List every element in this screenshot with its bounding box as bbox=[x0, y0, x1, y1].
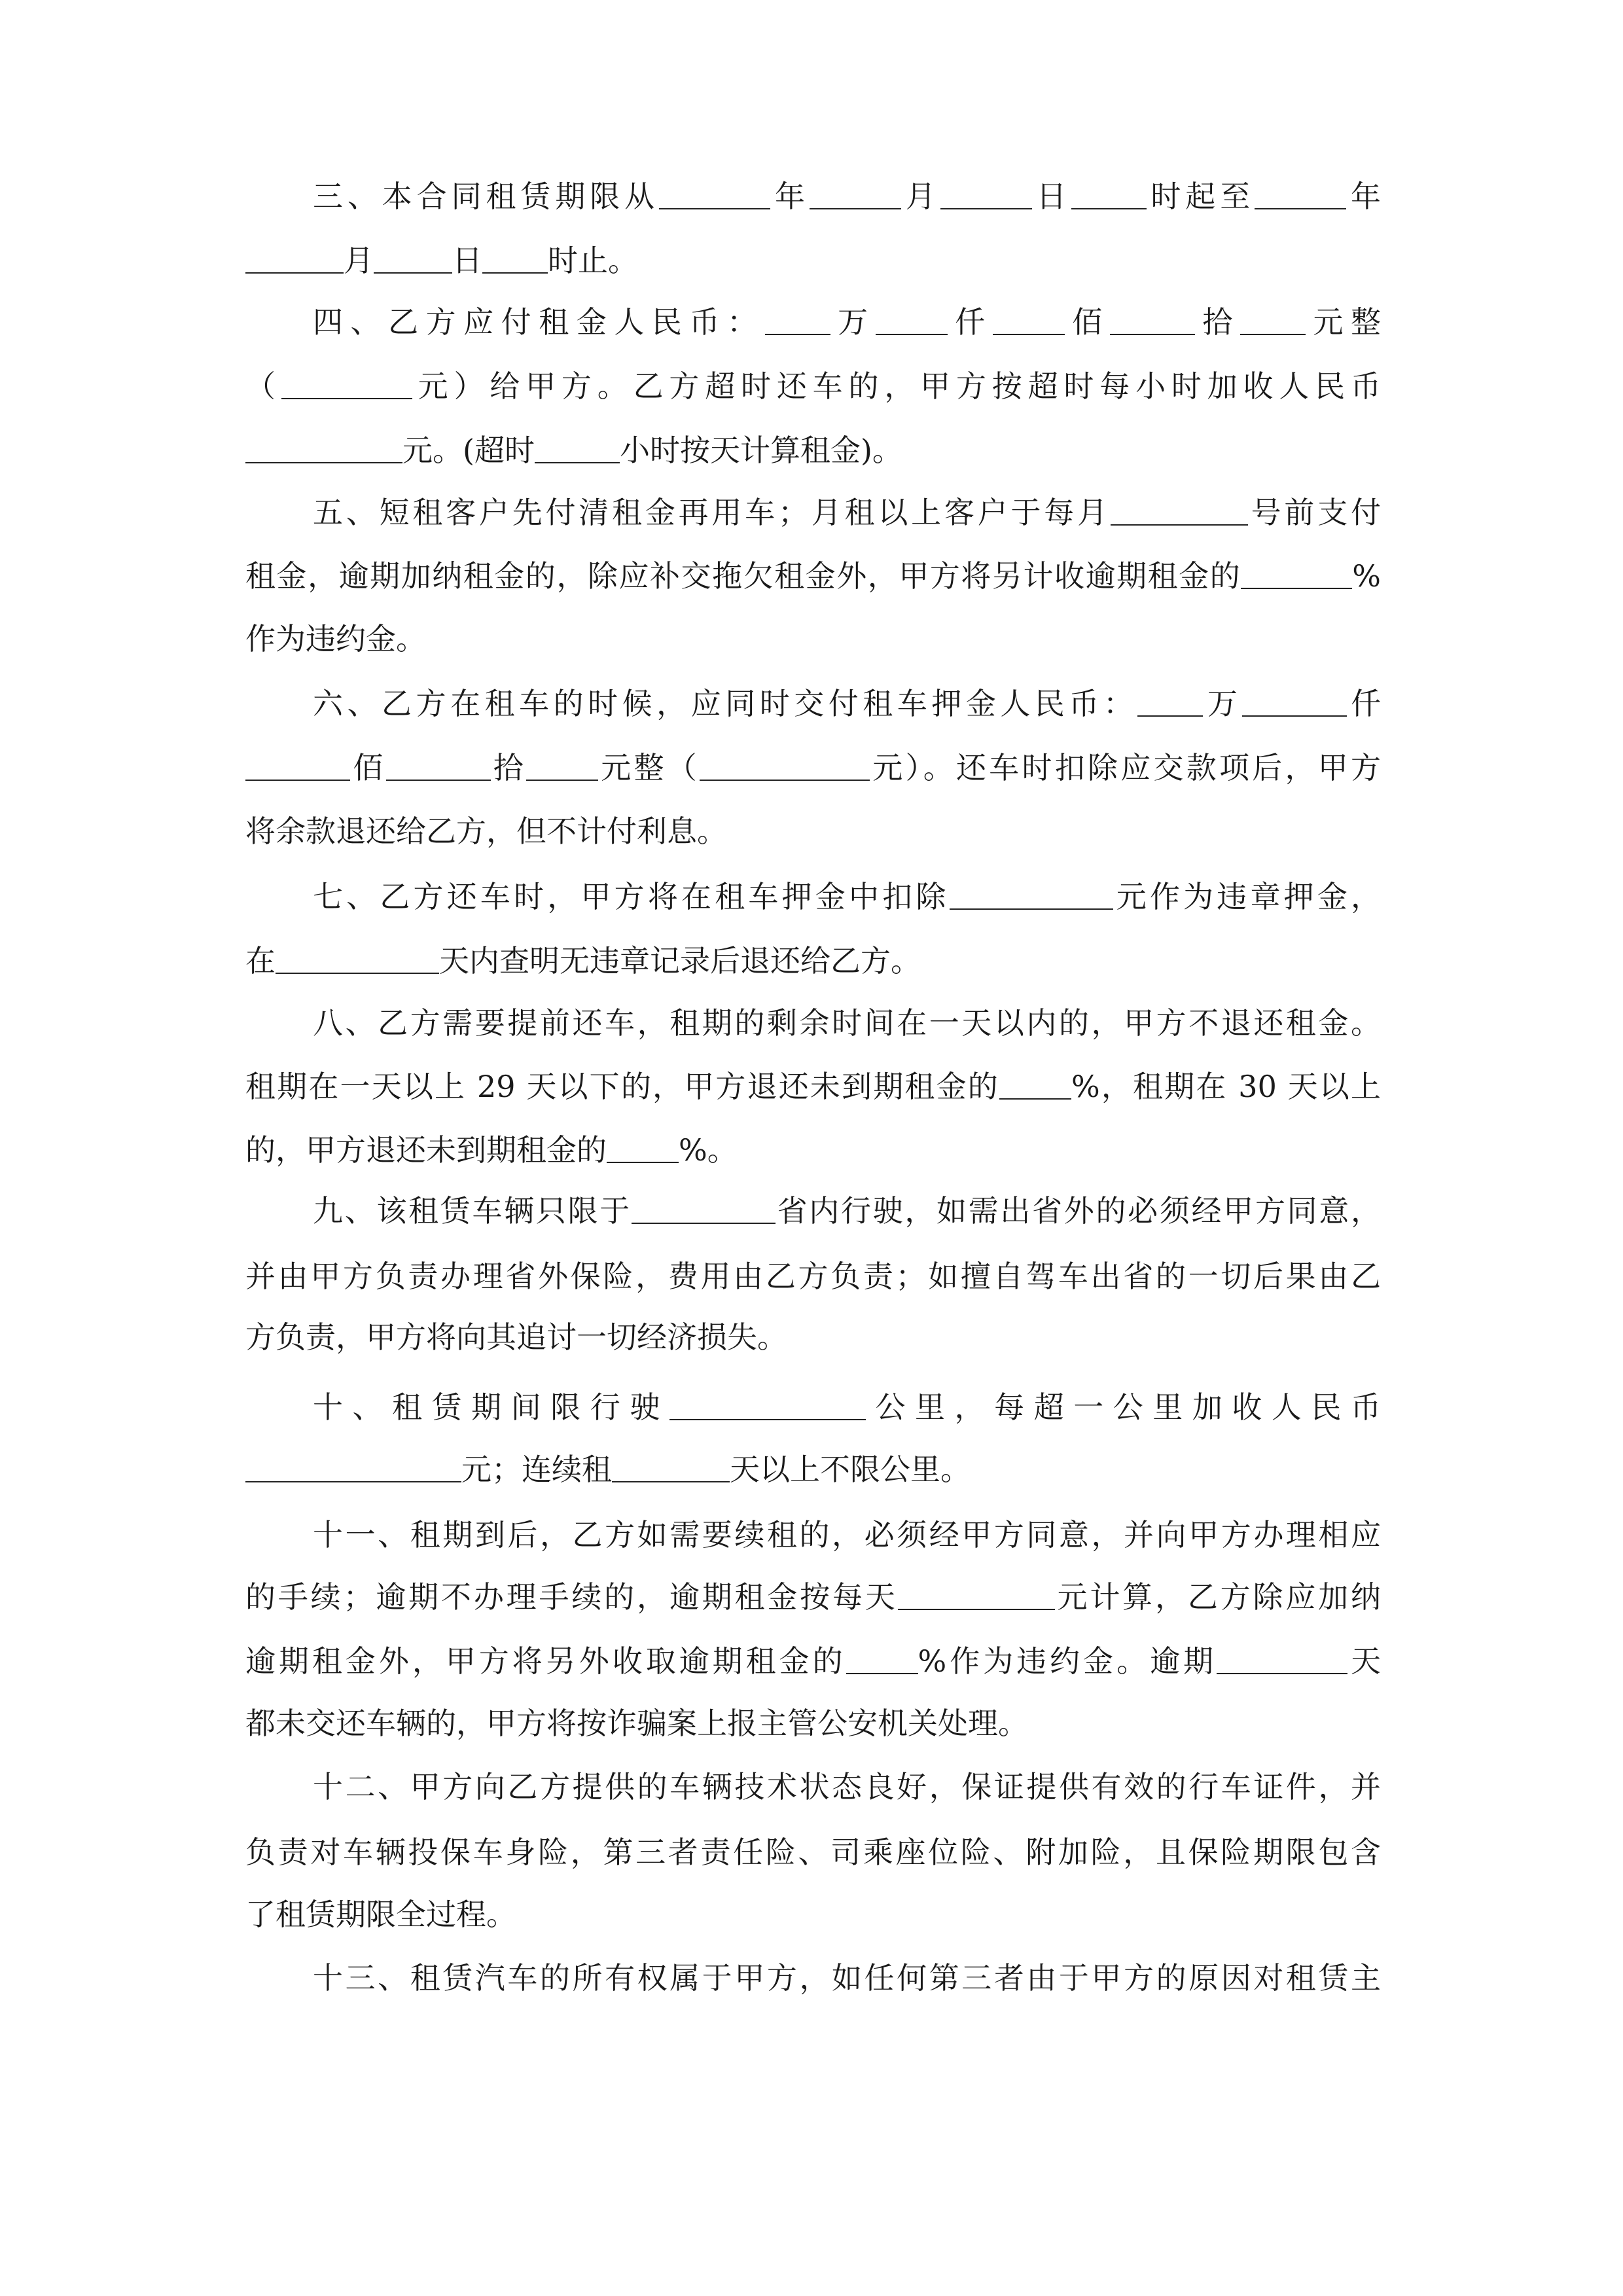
text-line bbox=[313, 1502, 1381, 1568]
text-segment: 日 bbox=[452, 243, 482, 278]
fill-in-blank[interactable] bbox=[940, 181, 1032, 209]
text-segment: 元整 bbox=[1305, 304, 1382, 340]
text-segment: 拾 bbox=[1194, 304, 1240, 340]
text-segment: 十、租赁期间限行驶 bbox=[313, 1390, 669, 1425]
text-segment: 时起至 bbox=[1146, 179, 1255, 214]
text-segment: 租金，逾期加纳租金的，除应补交拖欠租金外，甲方将另计收逾期租金的 bbox=[245, 558, 1241, 594]
text-line bbox=[245, 1628, 1381, 1694]
fill-in-blank[interactable] bbox=[632, 1195, 776, 1224]
text-segment: 三、本合同租赁期限从 bbox=[313, 179, 660, 214]
text-segment: 元。(超时 bbox=[402, 433, 535, 468]
text-segment: （ bbox=[245, 368, 281, 404]
text-line bbox=[313, 671, 1381, 736]
fill-in-blank[interactable] bbox=[1240, 306, 1306, 335]
text-line bbox=[245, 228, 1381, 293]
fill-in-blank[interactable] bbox=[245, 245, 344, 274]
text-segment: 逾期租金外，甲方将另外收取逾期租金的 bbox=[245, 1643, 846, 1679]
text-segment: 佰 bbox=[350, 750, 386, 785]
fill-in-blank[interactable] bbox=[374, 245, 452, 274]
text-segment: 七、乙方还车时，甲方将在租车押金中扣除 bbox=[313, 879, 950, 914]
text-segment: 在 bbox=[245, 943, 276, 978]
text-line bbox=[245, 1437, 1381, 1502]
fill-in-blank[interactable] bbox=[276, 945, 439, 974]
text-segment: 作为违约金。 bbox=[245, 621, 426, 656]
fill-in-blank[interactable] bbox=[1137, 688, 1203, 717]
text-line bbox=[313, 1178, 1381, 1244]
text-segment: 元）。还车时扣除应交款项后，甲方 bbox=[870, 750, 1381, 785]
text-line bbox=[245, 1820, 1381, 1885]
text-segment: 的，甲方退还未到期租金的 bbox=[245, 1132, 607, 1168]
text-segment: 元整（ bbox=[598, 750, 700, 785]
fill-in-blank[interactable] bbox=[876, 306, 948, 335]
fill-in-blank[interactable] bbox=[1110, 306, 1195, 335]
fill-in-blank[interactable] bbox=[1241, 560, 1352, 589]
text-segment: %，租期在 30 天以上 bbox=[1071, 1069, 1381, 1104]
text-segment: 十二、甲方向乙方提供的车辆技术状态良好，保证提供有效的行车证件，并 bbox=[313, 1769, 1381, 1804]
text-segment: 元）给甲方。乙方超时还车的，甲方按超时每小时加收人民币 bbox=[412, 368, 1382, 404]
text-segment: 天内查明无违章记录后退还给乙方。 bbox=[439, 943, 921, 978]
fill-in-blank[interactable] bbox=[1255, 181, 1346, 209]
fill-in-blank[interactable] bbox=[386, 752, 491, 781]
text-segment: %作为违约金。逾期 bbox=[918, 1643, 1217, 1679]
text-line bbox=[313, 864, 1381, 929]
text-line bbox=[313, 289, 1381, 355]
text-segment: 元；连续租 bbox=[461, 1452, 612, 1487]
text-segment: 公里，每超一公里加收人民币 bbox=[865, 1390, 1382, 1425]
text-line bbox=[245, 1691, 1381, 1756]
text-segment: 八、乙方需要提前还车，租期的剩余时间在一天以内的，甲方不退还租金。 bbox=[313, 1005, 1381, 1041]
text-line bbox=[245, 1564, 1381, 1630]
text-line bbox=[245, 928, 1381, 994]
text-segment: 四、乙方应付租金人民币： bbox=[313, 304, 765, 340]
fill-in-blank[interactable] bbox=[612, 1454, 730, 1482]
text-line bbox=[313, 1374, 1381, 1440]
text-segment: 仟 bbox=[1346, 686, 1382, 721]
fill-in-blank[interactable] bbox=[999, 1071, 1071, 1100]
text-segment: 元作为违章押金， bbox=[1113, 879, 1382, 914]
fill-in-blank[interactable] bbox=[482, 245, 548, 274]
text-segment: 十一、租期到后，乙方如需要续租的，必须经甲方同意，并向甲方办理相应 bbox=[313, 1517, 1381, 1552]
text-segment: 年 bbox=[1346, 179, 1382, 214]
text-line bbox=[313, 1945, 1381, 2011]
text-line bbox=[245, 1882, 1381, 1947]
fill-in-blank[interactable] bbox=[245, 752, 350, 781]
text-segment: 六、乙方在租车的时候，应同时交付租车押金人民币： bbox=[313, 686, 1138, 721]
text-segment: 天 bbox=[1347, 1643, 1382, 1679]
text-line bbox=[245, 353, 1381, 419]
text-segment: 负责对车辆投保车身险，第三者责任险、司乘座位险、附加险，且保险期限包含 bbox=[245, 1835, 1381, 1870]
fill-in-blank[interactable] bbox=[846, 1645, 918, 1674]
text-segment: 日 bbox=[1031, 179, 1071, 214]
text-segment: 拾 bbox=[490, 750, 526, 785]
text-segment: 将余款退还给乙方，但不计付利息。 bbox=[245, 814, 727, 849]
fill-in-blank[interactable] bbox=[659, 181, 770, 209]
fill-in-blank[interactable] bbox=[1071, 181, 1147, 209]
text-line bbox=[245, 1117, 1381, 1183]
text-segment: 佰 bbox=[1064, 304, 1110, 340]
text-segment: 号前支付 bbox=[1247, 495, 1382, 530]
fill-in-blank[interactable] bbox=[765, 306, 830, 335]
text-line bbox=[245, 606, 1381, 672]
text-segment: 月 bbox=[344, 243, 374, 278]
text-line bbox=[245, 543, 1381, 609]
fill-in-blank[interactable] bbox=[700, 752, 870, 781]
text-segment: 月 bbox=[901, 179, 940, 214]
text-segment: %。 bbox=[679, 1132, 738, 1168]
text-segment: 时止。 bbox=[548, 243, 638, 278]
text-line bbox=[313, 990, 1381, 1056]
fill-in-blank[interactable] bbox=[898, 1581, 1055, 1610]
fill-in-blank[interactable] bbox=[1217, 1645, 1347, 1674]
text-segment: 方负责，甲方将向其追讨一切经济损失。 bbox=[245, 1319, 787, 1355]
text-line bbox=[313, 480, 1381, 545]
text-line bbox=[245, 418, 1381, 483]
fill-in-blank[interactable] bbox=[535, 435, 620, 463]
text-line bbox=[245, 798, 1381, 864]
text-segment: 仟 bbox=[947, 304, 993, 340]
fill-in-blank[interactable] bbox=[810, 181, 901, 209]
fill-in-blank[interactable] bbox=[1111, 497, 1248, 526]
text-line bbox=[245, 1054, 1381, 1119]
fill-in-blank[interactable] bbox=[993, 306, 1065, 335]
text-segment: 了租赁期限全过程。 bbox=[245, 1897, 516, 1932]
fill-in-blank[interactable] bbox=[526, 752, 598, 781]
fill-in-blank[interactable] bbox=[950, 881, 1113, 910]
text-line bbox=[313, 164, 1381, 229]
text-segment: 五、短租客户先付清租金再用车；月租以上客户于每月 bbox=[313, 495, 1111, 530]
text-segment: 万 bbox=[1203, 686, 1242, 721]
text-segment: 都未交还车辆的，甲方将按诈骗案上报主管公安机关处理。 bbox=[245, 1706, 1028, 1741]
fill-in-blank[interactable] bbox=[607, 1134, 679, 1163]
text-line bbox=[313, 1754, 1381, 1820]
text-segment: 九、该租赁车辆只限于 bbox=[313, 1193, 632, 1229]
text-segment: 省内行驶，如需出省外的必须经甲方同意， bbox=[775, 1193, 1382, 1229]
text-segment: 元计算，乙方除应加纳 bbox=[1054, 1579, 1382, 1615]
text-line bbox=[245, 735, 1381, 800]
text-segment: 的手续；逾期不办理手续的，逾期租金按每天 bbox=[245, 1579, 898, 1615]
fill-in-blank[interactable] bbox=[245, 435, 402, 463]
fill-in-blank[interactable] bbox=[281, 370, 412, 399]
fill-in-blank[interactable] bbox=[245, 1454, 461, 1482]
text-segment: 年 bbox=[770, 179, 810, 214]
text-segment: 十三、租赁汽车的所有权属于甲方，如任何第三者由于甲方的原因对租赁主 bbox=[313, 1960, 1381, 1996]
text-segment: 租期在一天以上 29 天以下的，甲方退还未到期租金的 bbox=[245, 1069, 999, 1104]
text-line bbox=[245, 1244, 1381, 1309]
text-line bbox=[245, 1304, 1381, 1370]
text-segment: % bbox=[1352, 558, 1381, 594]
text-segment: 天以上不限公里。 bbox=[730, 1452, 971, 1487]
text-segment: 并由甲方负责办理省外保险，费用由乙方负责；如擅自驾车出省的一切后果由乙 bbox=[245, 1259, 1381, 1294]
text-segment: 万 bbox=[830, 304, 876, 340]
text-segment: 小时按天计算租金)。 bbox=[619, 433, 902, 468]
fill-in-blank[interactable] bbox=[669, 1391, 866, 1420]
fill-in-blank[interactable] bbox=[1242, 688, 1347, 717]
